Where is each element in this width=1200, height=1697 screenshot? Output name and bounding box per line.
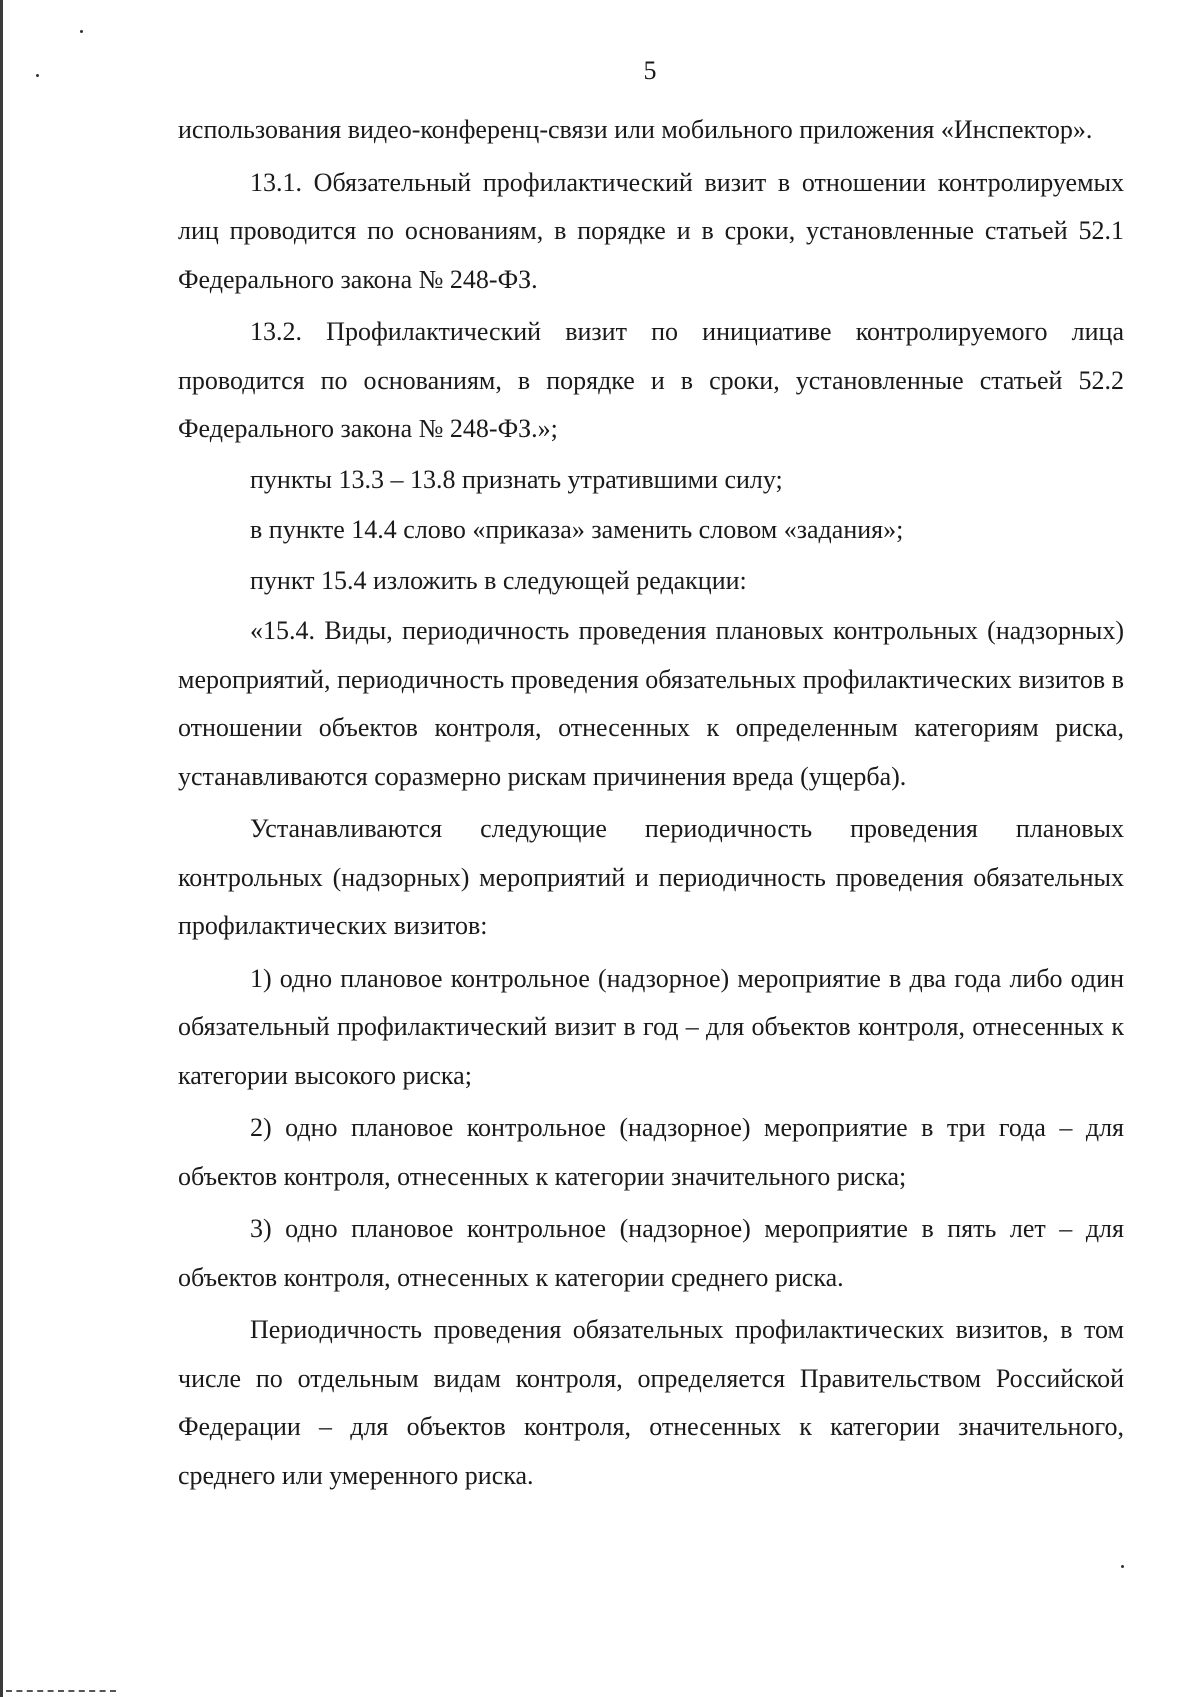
- paragraph: Периодичность проведения обязательных профилактических визитов, в том числе по отдельным видам контроля, определяется Правительством Российской Федерации – для объектов контроля, отнесенных к категории значительного, среднего или умеренного риска.: [178, 1315, 1124, 1490]
- paragraph: «15.4. Виды, периодичность проведения плановых контрольных (надзорных) мероприятий, периодичность проведения обязательных профилактических визитов в отношении объектов контроля, отнесенных к определенным категориям риска, устанавливаются соразмерно рискам причинения вреда (ущерба).: [178, 616, 1124, 791]
- document-body: [178, 106, 1124, 1500]
- page-number: 5: [643, 56, 657, 85]
- paragraph: 3) одно плановое контрольное (надзорное) мероприятие в пять лет – для объектов контроля, отнесенных к категории среднего риска.: [178, 1214, 1124, 1292]
- paragraph: 1) одно плановое контрольное (надзорное) мероприятие в два года либо один обязательный профилактический визит в год – для объектов контроля, отнесенных к категории высокого риска;: [178, 963, 1124, 1090]
- scan-bottom-dashes: [6, 1690, 116, 1692]
- scan-speck: [1121, 1565, 1124, 1568]
- paragraph: Устанавливаются следующие периодичность проведения плановых контрольных (надзорных) мероприятий и периодичность проведения обязательных профилактических визитов:: [178, 814, 1124, 940]
- paragraph: 13.2. Профилактический визит по инициативе контролируемого лица проводится по основаниям, в порядке и в сроки, установленные статьей 52.2 Федерального закона № 248-ФЗ.»;: [178, 317, 1124, 443]
- paragraph: в пункте 14.4 слово «приказа» заменить словом «задания»;: [250, 515, 904, 544]
- paragraph: 2) одно плановое контрольное (надзорное) мероприятие в три года – для объектов контроля, отнесенных к категории значительного риска;: [178, 1113, 1124, 1191]
- paragraph: пункт 15.4 изложить в следующей редакции:: [250, 565, 747, 595]
- paragraph: 13.1. Обязательный профилактический визит в отношении контролируемых лиц проводится по основаниям, в порядке и в сроки, установленные статьей 52.1 Федерального закона № 248-ФЗ.: [178, 167, 1124, 294]
- scan-speck: [80, 30, 83, 33]
- paragraph: пункты 13.3 – 13.8 признать утратившими силу;: [250, 464, 783, 494]
- paragraph: использования видео-конференц-связи или мобильного приложения «Инспектор».: [178, 115, 1093, 144]
- scan-left-edge: [0, 0, 3, 1697]
